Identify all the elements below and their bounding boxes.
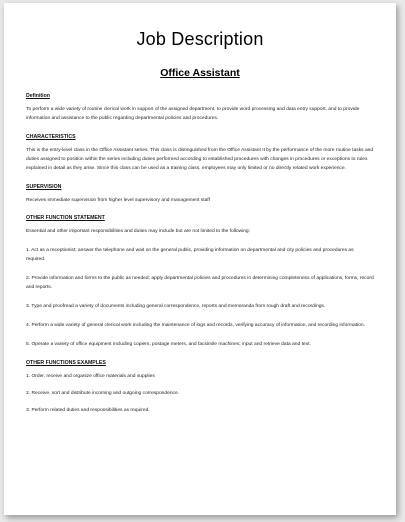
characteristics-text: This is the entry-level class in the Office Assistant series. This class is distinguished from the Office Assistant II by the performance of the more routine tasks and duties assigned to position within the series including duties performed according to established procedures with changes in procedures or exceptions to rules explained in detail as they arise. Since this class can be used as a training class, employees may only limited or no directly related work experience. xyxy=(26,147,374,171)
function-item: 4. Perform a wide variety of general clerical work including the maintenance of logs and records, verifying accuracy of information, and recording information. xyxy=(26,322,365,328)
supervision-heading: SUPERVISION xyxy=(26,183,62,190)
example-item: 1. Order, receive and organize office materials and supplies xyxy=(26,373,155,379)
supervision-text: Receives immediate supervision from higher level supervisory and management staff xyxy=(26,197,210,203)
function-item: 3. Type and proofread a variety of documents including general correspondence, reports and memoranda from rough draft and recordings. xyxy=(26,303,326,309)
function-item: 2. Provide information and forms to the public as needed; apply departmental policies and procedures in determining completeness of applications, forms, record and reports. xyxy=(26,276,374,291)
example-item: 2. Receive, sort and distribute incoming and outgoing correspondence. xyxy=(26,390,180,396)
characteristics-heading: CHARACTERISTICS xyxy=(26,133,76,140)
function-item: 5. Operate a variety of office equipment including copiers, postage meters, and facsimile machines; input and retrieve data and text. xyxy=(26,341,311,347)
examples-heading: OTHER FUNCTIONS EXAMPLES xyxy=(26,359,106,366)
definition-text: To perform a wide variety of routine clerical work in support of the assigned department, to provide word processing and data entry support, and to provide information and assistance to the public regarding departmental policies and procedures. xyxy=(26,107,360,121)
document-title: Job Description xyxy=(136,29,264,49)
document-page xyxy=(4,3,396,515)
function-heading: OTHER FUNCTION STATEMENT xyxy=(26,215,105,222)
job-title: Office Assistant xyxy=(160,67,240,79)
function-intro: Essential and other important responsibilities and duties may include but are not limited to the following: xyxy=(26,229,251,235)
function-item: 1. Act as a receptionist; answer the telephone and wait on the general public, providing information on departmental and city policies and procedures as required. xyxy=(26,248,354,263)
example-item: 3. Perform related duties and responsibilities as required. xyxy=(26,407,150,413)
definition-heading: Definition xyxy=(26,93,50,99)
